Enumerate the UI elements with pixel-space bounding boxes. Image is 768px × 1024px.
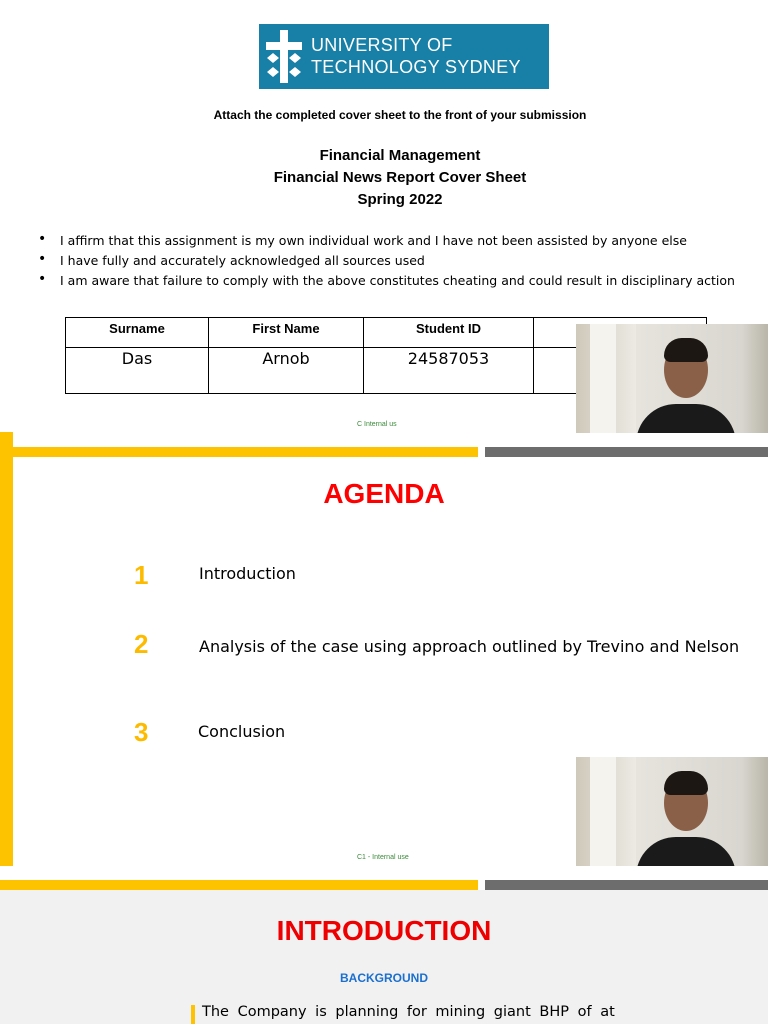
- video-door-frame: [590, 757, 616, 866]
- agenda-item-analysis: Analysis of the case using approach outlined by Trevino and Nelson: [199, 637, 740, 656]
- quote-accent-bar: [191, 1005, 195, 1024]
- subject-title: Financial Management: [319, 147, 481, 164]
- header-surname: Surname: [66, 318, 209, 348]
- cell-student-id: 24587053: [364, 348, 534, 394]
- presenter-hair: [664, 771, 708, 795]
- declaration-text: I have fully and accurately acknowledged all sources used: [60, 253, 425, 268]
- top-grey-bar: [485, 880, 768, 890]
- agenda-item-introduction: Introduction: [199, 564, 296, 583]
- top-yellow-bar: [0, 880, 478, 890]
- declaration-text: I am aware that failure to comply with the above constitutes cheating and could result in disciplinary action: [60, 273, 735, 288]
- bullet-icon: •: [38, 231, 47, 247]
- uts-logo: [259, 24, 549, 89]
- agenda-title: AGENDA: [323, 478, 445, 509]
- bullet-icon: •: [38, 251, 47, 267]
- introduction-text: The Company is planning for mining giant BHP of at: [202, 1004, 615, 1020]
- classification-footer: C Internal us: [357, 421, 397, 428]
- attach-instruction: Attach the completed cover sheet to the front of your submission: [213, 108, 587, 122]
- term-title: Spring 2022: [357, 191, 443, 208]
- classification-footer: C1 - Internal use: [357, 854, 409, 861]
- cell-surname: Das: [66, 348, 209, 394]
- agenda-item-conclusion: Conclusion: [198, 722, 286, 741]
- top-grey-bar: [485, 447, 768, 457]
- agenda-number: 3: [134, 717, 149, 747]
- header-first-name: First Name: [209, 318, 364, 348]
- introduction-title: INTRODUCTION: [276, 915, 492, 946]
- background-label: BACKGROUND: [340, 971, 428, 985]
- uts-crest-icon: [263, 28, 305, 85]
- logo-line-2: TECHNOLOGY SYDNEY: [311, 57, 521, 77]
- header-student-id: Student ID: [364, 318, 534, 348]
- bullet-icon: •: [38, 271, 47, 287]
- agenda-number: 1: [134, 560, 149, 590]
- video-door-frame: [590, 324, 616, 433]
- top-yellow-bar: [0, 447, 478, 457]
- webcam-video[interactable]: [576, 324, 768, 433]
- document-title: Financial News Report Cover Sheet: [273, 169, 527, 186]
- webcam-video[interactable]: [576, 757, 768, 866]
- cell-first-name: Arnob: [209, 348, 364, 394]
- agenda-number: 2: [134, 629, 149, 659]
- presenter-hair: [664, 338, 708, 362]
- declaration-text: I affirm that this assignment is my own individual work and I have not been assisted by anyone else: [60, 233, 687, 248]
- logo-line-1: UNIVERSITY OF: [311, 35, 453, 55]
